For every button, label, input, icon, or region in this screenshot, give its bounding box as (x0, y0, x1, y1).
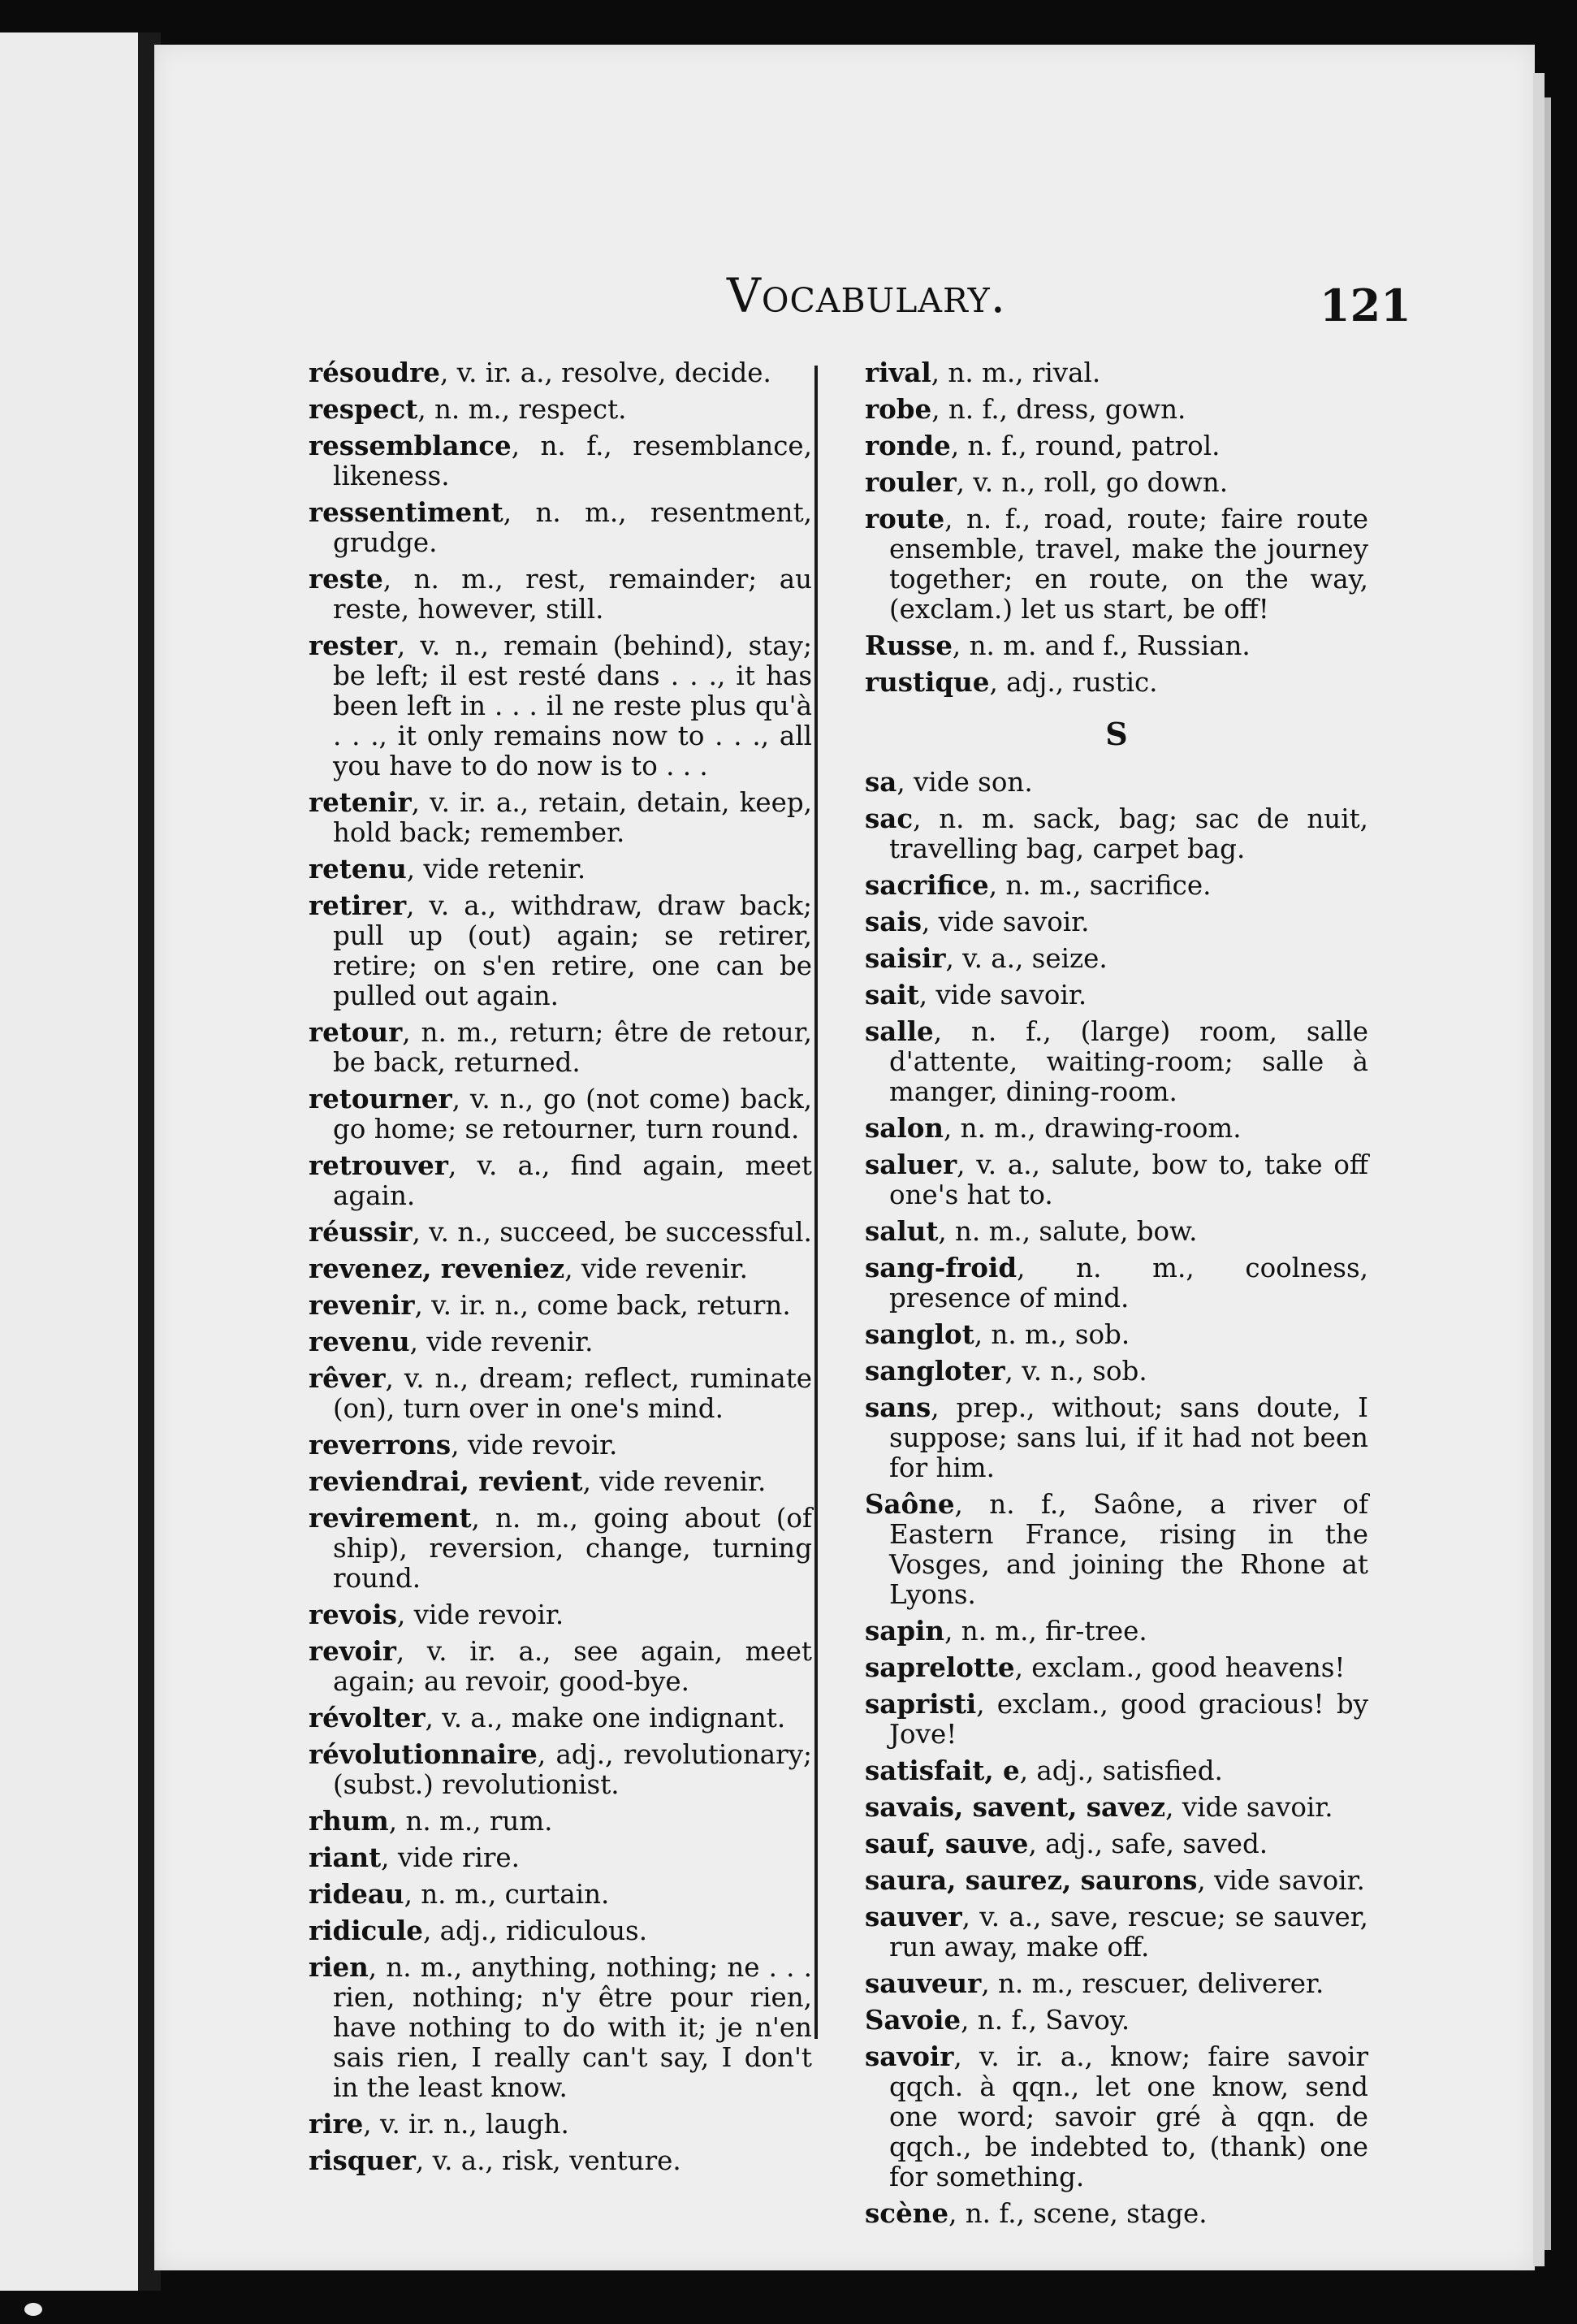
dictionary-entry (865, 1319, 1368, 1350)
dictionary-entry (309, 1253, 812, 1284)
entry-definition: , v. n., remain (behind), stay; be left; il est resté dans . . ., it has been left in . . . il ne reste plus qu'à . . ., it only remains now to . . ., all you have to do now is to . . . (333, 630, 812, 781)
entry-definition: , n. f., road, route; faire route ensemble, travel, make the journey together; en route, on the way, (exclam.) let us start, be off! (889, 504, 1368, 625)
right-column-s-entries (865, 767, 1368, 2229)
facing-page-edge (0, 32, 150, 2291)
entry-headword: révolter (309, 1702, 426, 1733)
entry-headword: satisfait, e (865, 1755, 1020, 1786)
entry-definition: , adj., rustic. (989, 667, 1158, 698)
entry-definition: , v. a., seize. (945, 943, 1108, 974)
entry-headword: rival (865, 357, 931, 388)
dictionary-entry (865, 767, 1368, 798)
entry-headword: risquer (309, 2144, 416, 2176)
dictionary-entry (865, 630, 1368, 661)
entry-definition: , v. ir. n., laugh. (363, 2109, 569, 2140)
entry-definition: , v. n., roll, go down. (956, 467, 1229, 498)
entry-definition: , n. f., (large) room, salle d'attente, waiting-room; salle à manger, dining-room. (889, 1016, 1368, 1107)
entry-definition: , n. m., drawing-room. (944, 1113, 1242, 1144)
dictionary-entry (309, 1636, 812, 1697)
entry-headword: sacrifice (865, 869, 989, 901)
page-edge-shadow (1545, 97, 1551, 2250)
entry-definition: , n. f., resemblance, likeness. (333, 431, 812, 491)
entry-headword: retenir (309, 786, 412, 818)
dictionary-entry (865, 803, 1368, 864)
dictionary-entry (309, 1503, 812, 1594)
dictionary-entry (309, 630, 812, 781)
dictionary-entry (865, 1755, 1368, 1786)
dictionary-entry (865, 1113, 1368, 1144)
entry-definition: , n. f., dress, gown. (931, 394, 1186, 425)
dictionary-entry (865, 1356, 1368, 1387)
dictionary-entry (309, 1466, 812, 1497)
dictionary-entry (865, 2041, 1368, 2192)
dictionary-entry (309, 2109, 812, 2140)
entry-headword: rien (309, 1951, 369, 1983)
entry-definition: , n. m., rum. (388, 1806, 553, 1837)
dictionary-entry (865, 1792, 1368, 1823)
dictionary-entry (865, 504, 1368, 625)
entry-headword: retirer (309, 889, 407, 921)
dictionary-entry (309, 890, 812, 1011)
entry-definition: , vide savoir. (918, 980, 1087, 1011)
entry-headword: salon (865, 1112, 944, 1144)
entry-headword: ressemblance (309, 430, 512, 461)
entry-headword: sait (865, 979, 919, 1011)
entry-headword: rouler (865, 466, 957, 498)
entry-headword: salut (865, 1215, 939, 1247)
entry-headword: reste (309, 563, 383, 595)
dictionary-entry (865, 1828, 1368, 1859)
entry-definition: , n. m. sack, bag; sac de nuit, travelling bag, carpet bag. (889, 803, 1368, 864)
entry-headword: retenu (309, 853, 407, 885)
entry-definition: , vide rire. (381, 1842, 520, 1873)
dictionary-entry (865, 1689, 1368, 1750)
entry-definition: , vide son. (897, 767, 1033, 798)
entry-definition: , v. ir. a., know; faire savoir qqch. à qqn., let one know, send one word; savoir gré à qqn. de qqch., be indebted to, (thank) one for something. (889, 2041, 1368, 2192)
entry-definition: , v. ir. a., resolve, decide. (439, 357, 771, 388)
entry-definition: , vide revenir. (564, 1253, 749, 1284)
entry-headword: ridicule (309, 1915, 423, 1946)
entry-definition: , v. a., risk, venture. (415, 2145, 681, 2176)
dictionary-entry (309, 1363, 812, 1424)
dictionary-entry (865, 1652, 1368, 1683)
entry-definition: , n. m., coolness, presence of mind. (889, 1253, 1368, 1313)
entry-definition: , n. m., sacrifice. (988, 870, 1212, 901)
entry-definition: , vide savoir. (1165, 1792, 1333, 1823)
dictionary-entry (309, 1326, 812, 1357)
entry-headword: saura, saurez, saurons (865, 1864, 1198, 1896)
entry-headword: résoudre (309, 357, 440, 388)
entry-headword: scène (865, 2197, 949, 2229)
entry-definition: , adj., safe, saved. (1028, 1828, 1268, 1859)
entry-definition: , v. ir. n., come back, return. (414, 1290, 791, 1321)
entry-definition: , v. a., withdraw, draw back; pull up (out) again; se retirer, retire; on s'en retire, one can be pulled out again. (333, 890, 812, 1011)
entry-definition: , n. f., Saône, a river of Eastern France, rising in the Vosges, and joining the Rhone at Lyons. (889, 1489, 1368, 1610)
dictionary-entry (309, 1150, 812, 1211)
entry-definition: , n. m., fir-tree. (944, 1616, 1147, 1647)
right-column (865, 357, 1368, 2235)
entry-definition: , n. f., scene, stage. (948, 2198, 1208, 2229)
dictionary-entry (865, 431, 1368, 461)
entry-headword: sapristi (865, 1688, 977, 1720)
dictionary-entry (865, 2005, 1368, 2036)
entry-definition: , vide revenir. (582, 1466, 767, 1497)
entry-definition: , v. n., go (not come) back, go home; se retourner, turn round. (333, 1084, 812, 1145)
entry-headword: revois (309, 1599, 398, 1630)
dictionary-entry (309, 1217, 812, 1248)
entry-definition: , v. n., sob. (1005, 1356, 1147, 1387)
dictionary-entry (865, 1968, 1368, 1999)
entry-definition: , n. m., rest, remainder; au reste, however, still. (333, 564, 812, 625)
entry-definition: , vide revoir. (397, 1599, 564, 1630)
entry-headword: revenez, reveniez (309, 1253, 565, 1284)
dictionary-entry (309, 854, 812, 885)
entry-definition: , v. n., dream; reflect, ruminate (on), turn over in one's mind. (333, 1363, 812, 1424)
dictionary-entry (309, 1879, 812, 1910)
dictionary-entry (865, 907, 1368, 937)
entry-headword: retrouver (309, 1149, 448, 1181)
entry-headword: sangloter (865, 1355, 1005, 1387)
dictionary-entry (865, 1149, 1368, 1210)
entry-headword: réussir (309, 1216, 413, 1248)
entry-headword: savoir (865, 2041, 954, 2072)
entry-definition: , adj., revolutionary; (subst.) revolutionist. (333, 1739, 812, 1800)
dictionary-entry (865, 1616, 1368, 1647)
dictionary-entry (309, 2145, 812, 2176)
entry-headword: reviendrai, revient (309, 1465, 583, 1497)
dictionary-entry (309, 357, 812, 388)
entry-definition: , n. m., respect. (417, 394, 627, 425)
entry-headword: riant (309, 1841, 382, 1873)
dictionary-entry (309, 394, 812, 425)
entry-definition: , v. a., save, rescue; se sauver, run away, make off. (889, 1902, 1368, 1963)
dictionary-entry (309, 1084, 812, 1145)
dictionary-entry (865, 870, 1368, 901)
entry-definition: , n. m., rescuer, deliverer. (981, 1968, 1324, 1999)
dictionary-entry (865, 980, 1368, 1011)
page-edge (1533, 73, 1545, 2266)
entry-definition: , vide savoir. (1197, 1865, 1365, 1896)
entry-definition: , prep., without; sans doute, I suppose; sans lui, if it had not been for him. (889, 1392, 1368, 1483)
entry-headword: retour (309, 1016, 403, 1048)
entry-headword: Russe (865, 630, 953, 661)
dictionary-entry (309, 497, 812, 558)
entry-definition: , vide savoir. (922, 907, 1090, 937)
entry-headword: saluer (865, 1149, 957, 1180)
entry-definition: , v. n., succeed, be successful. (412, 1217, 812, 1248)
entry-headword: saisir (865, 942, 946, 974)
entry-headword: ronde (865, 430, 951, 461)
entry-headword: route (865, 503, 945, 534)
dictionary-entry (309, 1915, 812, 1946)
dictionary-entry (309, 1842, 812, 1873)
entry-definition: , n. m. and f., Russian. (952, 630, 1251, 661)
entry-headword: révolutionnaire (309, 1738, 538, 1770)
entry-headword: sais (865, 906, 922, 937)
entry-definition: , n. m., resentment, grudge. (333, 497, 812, 558)
entry-definition: , n. m., curtain. (404, 1879, 610, 1910)
dictionary-entry (865, 1865, 1368, 1896)
entry-headword: sauf, sauve (865, 1828, 1029, 1859)
entry-definition: , n. f., Savoy. (961, 2005, 1130, 2036)
dictionary-entry (309, 1739, 812, 1800)
entry-definition: , adj., satisfied. (1019, 1755, 1223, 1786)
dictionary-entry (865, 467, 1368, 498)
dictionary-entry (309, 1952, 812, 2103)
dictionary-entry (865, 1489, 1368, 1610)
entry-headword: sac (865, 803, 914, 834)
dictionary-entry (865, 1253, 1368, 1313)
entry-headword: respect (309, 393, 418, 425)
entry-headword: savais, savent, savez (865, 1791, 1166, 1823)
dictionary-entry (865, 2198, 1368, 2229)
entry-definition: , n. m., rival. (931, 357, 1101, 388)
entry-headword: ressentiment (309, 496, 503, 528)
entry-definition: , vide retenir. (406, 854, 586, 885)
entry-headword: sapin (865, 1615, 945, 1647)
entry-headword: salle (865, 1015, 934, 1047)
entry-definition: , n. m., salute, bow. (938, 1216, 1198, 1247)
page-header (0, 268, 1577, 333)
dictionary-entry (865, 1016, 1368, 1107)
entry-definition: , vide revoir. (451, 1430, 618, 1461)
running-title: Vocabulary. (727, 268, 1007, 323)
entry-definition: , v. a., make one indignant. (425, 1703, 786, 1733)
entry-headword: sa (865, 766, 897, 798)
entry-headword: sans (865, 1391, 931, 1423)
dictionary-entry (309, 1599, 812, 1630)
entry-definition: , exclam., good gracious! by Jove! (889, 1689, 1368, 1750)
dictionary-entry (865, 943, 1368, 974)
dictionary-entry (309, 1290, 812, 1321)
scan-mark (24, 2303, 42, 2316)
entry-definition: , n. m., anything, nothing; ne . . . rien, nothing; n'y être pour rien, have nothing to do with it; je n'en sais rien, I really can't say, I don't in the least know. (333, 1952, 812, 2103)
dictionary-entry (865, 667, 1368, 698)
column-divider (814, 366, 818, 2039)
entry-definition: , v. ir. a., retain, detain, keep, hold back; remember. (333, 787, 812, 848)
dictionary-entry (865, 1216, 1368, 1247)
entry-headword: rêver (309, 1362, 386, 1394)
entry-definition: , v. a., find again, meet again. (333, 1150, 812, 1211)
entry-headword: revenir (309, 1289, 415, 1321)
dictionary-entry (865, 394, 1368, 425)
entry-headword: robe (865, 393, 932, 425)
entry-headword: sauveur (865, 1967, 982, 1999)
entry-definition: , n. m., going about (of ship), reversion, change, turning round. (333, 1503, 812, 1594)
entry-headword: rire (309, 2108, 364, 2140)
dictionary-entry (309, 1017, 812, 1078)
entry-headword: revenu (309, 1326, 410, 1357)
entry-headword: rester (309, 630, 397, 661)
dictionary-entry (309, 1430, 812, 1461)
entry-headword: rhum (309, 1805, 389, 1837)
right-column-r-entries (865, 357, 1368, 698)
entry-headword: saprelotte (865, 1651, 1015, 1683)
entry-definition: , v. ir. a., see again, meet again; au revoir, good-bye. (333, 1636, 812, 1697)
dictionary-entry (309, 1703, 812, 1733)
section-letter: S (1105, 716, 1128, 752)
entry-headword: retourner (309, 1083, 452, 1114)
entry-headword: reverrons (309, 1429, 451, 1461)
entry-headword: Savoie (865, 2004, 961, 2036)
entry-headword: revirement (309, 1502, 472, 1534)
entry-definition: , vide revenir. (409, 1326, 594, 1357)
entry-headword: rustique (865, 666, 990, 698)
entry-definition: , n. m., sob. (974, 1319, 1130, 1350)
entry-headword: sanglot (865, 1318, 974, 1350)
entry-headword: Saône (865, 1488, 955, 1520)
dictionary-entry (309, 564, 812, 625)
entry-headword: sang-froid (865, 1252, 1017, 1283)
dictionary-entry (865, 1902, 1368, 1963)
left-column (309, 357, 812, 2182)
dictionary-entry (309, 431, 812, 491)
entry-definition: , v. a., salute, bow to, take off one's hat to. (889, 1149, 1368, 1210)
dictionary-entry (309, 787, 812, 848)
dictionary-entry (865, 1392, 1368, 1483)
page-number: 121 (1320, 279, 1411, 331)
dictionary-entry (865, 357, 1368, 388)
entry-definition: , exclam., good heavens! (1014, 1652, 1346, 1683)
dictionary-entry (309, 1806, 812, 1837)
entry-headword: revoir (309, 1635, 396, 1667)
entry-headword: sauver (865, 1901, 962, 1932)
entry-headword: rideau (309, 1878, 404, 1910)
entry-definition: , n. f., round, patrol. (950, 431, 1221, 461)
entry-definition: , adj., ridiculous. (422, 1915, 648, 1946)
entry-definition: , n. m., return; être de retour, be back, returned. (333, 1017, 812, 1078)
